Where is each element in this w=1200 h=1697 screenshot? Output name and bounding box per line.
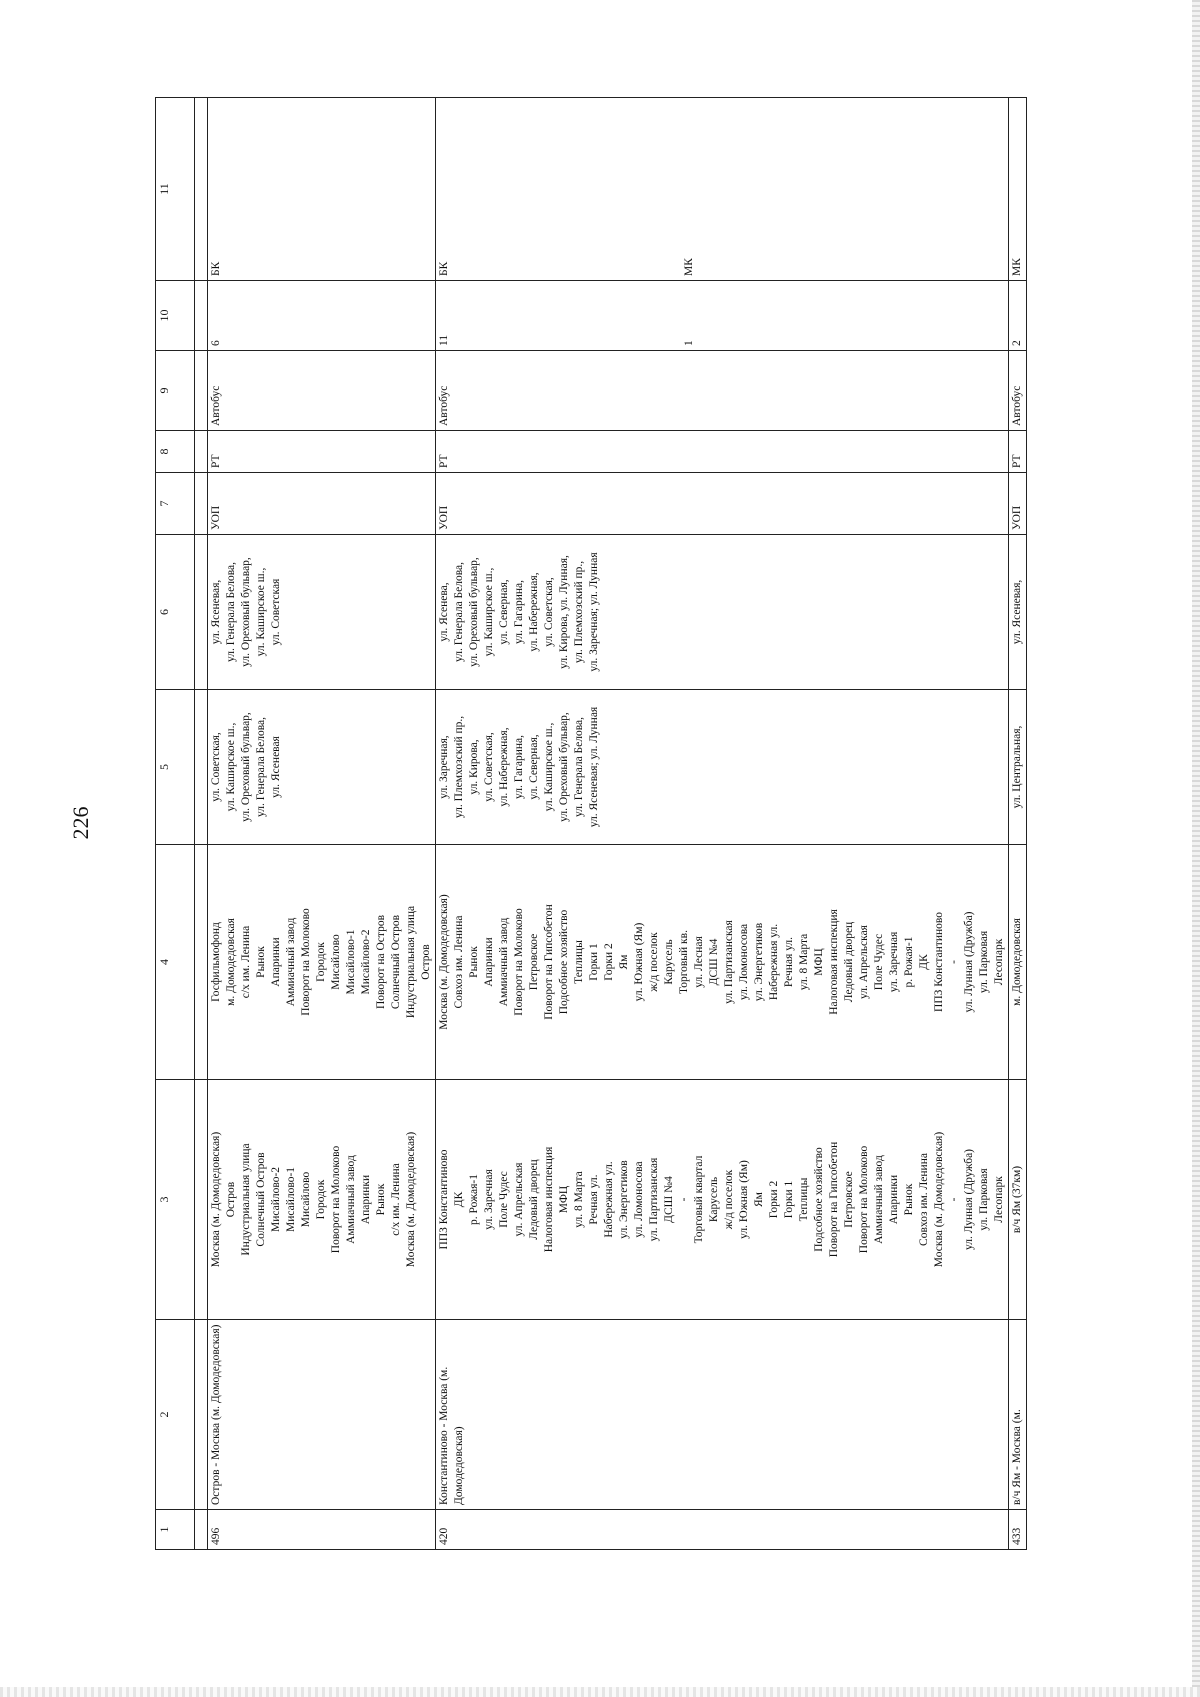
cell-line: Мисайлово-2 — [360, 929, 372, 995]
route-name: Константиново - Москва (м. Домодедовская) — [436, 1320, 1009, 1510]
vehicle-count-main: 11 — [438, 334, 450, 346]
cell-line: Карусель — [708, 1176, 720, 1223]
cell-line: Госфильмофонд — [210, 922, 222, 1002]
cell-line: ППЗ Константиново — [933, 912, 945, 1012]
cell-line: Горки 1 — [783, 1180, 795, 1219]
cell-line: ул. Советская — [270, 578, 282, 646]
cell-line: ул. Апрельская — [858, 925, 870, 999]
vehicle-class — [436, 98, 1009, 281]
cell-line: ул. Генерала Белова, — [225, 562, 237, 662]
cell-line: ул. Кирова, — [468, 739, 480, 795]
cell-line: с/х им. Ленина — [240, 925, 252, 999]
streets-backward — [208, 535, 436, 690]
cell-line: ул. Каширское ш., — [543, 722, 555, 812]
cell-line: Рынок — [375, 1183, 387, 1216]
cell-line: Аммиачный завод — [285, 917, 297, 1007]
cell-line: ул. Каширское ш., — [225, 722, 237, 812]
scan-bottom-noise — [0, 1687, 1200, 1697]
cell-line: Ям — [753, 1192, 765, 1207]
cell-line: в/ч Ям (37км) — [1011, 1165, 1023, 1234]
cell-line: ул. Заречная — [483, 1169, 495, 1230]
cell-line: Набережная ул. — [603, 1161, 615, 1238]
cell-line: Мисайлово — [300, 1171, 312, 1228]
cell-line: ул. Племхозский пр., — [453, 715, 465, 819]
cell-line: ул. Апрельская — [513, 1162, 525, 1237]
cell-line: Лесопарк — [993, 938, 1005, 986]
route-row — [208, 98, 436, 1550]
cell-line: ул. Гагарина, — [513, 734, 525, 800]
cell-line: ул. Центральная, — [1011, 725, 1023, 809]
streets-backward — [436, 535, 1009, 690]
cell-line: Горки 2 — [603, 943, 615, 981]
cell-line: Остров — [420, 944, 432, 980]
vehicle-count — [436, 281, 1009, 351]
cell-line: Совхоз им. Ленина — [453, 915, 465, 1009]
cell-line: Поворот на Молоково — [858, 1145, 870, 1254]
cell-line: МФЦ — [558, 1185, 570, 1214]
stops-backward — [208, 845, 436, 1080]
cell-line: ул. 8 Марта — [798, 933, 810, 991]
cell-line: - — [948, 960, 960, 964]
cell-line: Солнечный Остров — [255, 1152, 267, 1247]
cell-line: Мисайлово — [330, 934, 342, 990]
cell-line: Торговый квартал — [693, 1155, 705, 1244]
cell-line: Апаринки — [483, 937, 495, 987]
vehicle-type: Автобус — [1009, 351, 1027, 431]
column-number: 1 — [156, 1510, 195, 1550]
cell-line: ДСШ №4 — [708, 938, 720, 986]
cell-line: - — [948, 1197, 960, 1202]
cell-line: Ям — [618, 954, 630, 970]
cell-line: Аммиачный завод — [873, 1155, 885, 1244]
streets-forward — [208, 690, 436, 845]
cell-line: Теплицы — [798, 1177, 810, 1222]
cell-line: ул. Гагарина, — [513, 579, 525, 645]
stop-order: УОП — [208, 473, 436, 535]
cell-line: ул. Лесная — [693, 936, 705, 988]
streets-forward — [436, 690, 1009, 845]
stop-order: УОП — [436, 473, 1009, 535]
cell-line: Мисайлово-2 — [270, 1166, 282, 1233]
cell-line: ул. Лунная (Дружба) — [963, 1148, 975, 1251]
vehicle-class: МК — [1009, 98, 1027, 281]
vehicle-type: Автобус — [208, 351, 436, 431]
cell-line: ул. Советская, — [210, 732, 222, 802]
vehicle-class: БК — [208, 98, 436, 281]
cell-line: ул. Заречная — [888, 931, 900, 993]
column-number: 3 — [156, 1080, 195, 1320]
cell-line: Петровское — [528, 933, 540, 991]
cell-line: Мисайлово-1 — [285, 1166, 297, 1233]
cell-line: Подсобное хозяйство — [813, 1147, 825, 1252]
cell-line: Совхоз им. Ленина — [918, 1153, 930, 1246]
cell-line: ул. Генерала Белова, — [573, 717, 585, 817]
cell-line: Поворот на Молоково — [330, 1145, 342, 1254]
cell-line: Городок — [315, 942, 327, 982]
cell-line: Подсобное хозяйство — [558, 909, 570, 1015]
column-number: 4 — [156, 845, 195, 1080]
cell-line: ул. Ореховый бульвар, — [240, 557, 252, 667]
column-number: 6 — [156, 535, 195, 690]
cell-line: ул. Партизанская — [723, 920, 735, 1004]
cell-line: Поле Чудес — [873, 933, 885, 991]
vehicle-count-sub: 1 — [683, 340, 695, 346]
tariff: РТ — [436, 431, 1009, 473]
cell-line: ул. Южная (Ям) — [738, 1160, 750, 1239]
cell-line: Аммиачный завод — [498, 917, 510, 1007]
column-number: 5 — [156, 690, 195, 845]
tariff: РТ — [1009, 431, 1027, 473]
cell-line: Лесопарк — [993, 1176, 1005, 1223]
route-name: Остров - Москва (м. Домодедовская) — [208, 1320, 436, 1510]
spacer-row — [195, 98, 208, 1550]
cell-line: Поворот на Гипсобетон — [543, 904, 555, 1020]
cell-line: м. Домодедовская — [225, 918, 237, 1006]
stops-forward — [436, 1080, 1009, 1320]
cell-line: ул. Партизанская — [648, 1157, 660, 1242]
cell-line: ул. Ясенева, — [438, 582, 450, 642]
cell-line: ул. Советская, — [483, 732, 495, 802]
cell-line: ул. Ясеневая; ул. Лунная — [588, 706, 600, 828]
cell-line: Москва (м. Домодедовская) — [933, 1131, 945, 1268]
cell-line: ППЗ Константиново — [438, 1149, 450, 1250]
route-number: 496 — [208, 1510, 436, 1550]
cell-line: Горки 1 — [588, 943, 600, 981]
scan-edge-noise — [1192, 0, 1200, 1697]
stops-backward — [1009, 845, 1027, 1080]
cell-line: р. Рожая-1 — [903, 936, 915, 988]
cell-line: ул. Кирова, ул. Лунная, — [558, 555, 570, 669]
streets-forward — [1009, 690, 1027, 845]
cell-line: ДК — [453, 1191, 465, 1208]
cell-line: Теплицы — [573, 940, 585, 984]
cell-line: Поле Чудес — [498, 1171, 510, 1228]
cell-line: ул. Лунная (Дружба) — [963, 911, 975, 1013]
cell-line: - — [678, 1197, 690, 1202]
cell-line: ул. Каширское ш., — [483, 567, 495, 657]
tariff: РТ — [208, 431, 436, 473]
route-number: 433 — [1009, 1510, 1027, 1550]
cell-line: Апаринки — [270, 937, 282, 987]
vehicle-type: Автобус — [436, 351, 1009, 431]
cell-line: ул. Набережная, — [498, 727, 510, 807]
cell-line: ул. Каширское ш., — [255, 567, 267, 657]
vehicle-class-sub: МК — [683, 258, 695, 276]
cell-line: Апаринки — [360, 1174, 372, 1225]
stops-forward — [1009, 1080, 1027, 1320]
cell-line: Мисайлово-1 — [345, 929, 357, 995]
cell-line: с/х им. Ленина — [390, 1163, 402, 1236]
cell-line: Ледовый дворец — [843, 921, 855, 1003]
cell-line: Петровское — [843, 1171, 855, 1228]
cell-line: ул. Набережная, — [528, 572, 540, 652]
page-number: 226 — [68, 806, 93, 840]
cell-line: ул. Советская, — [543, 577, 555, 647]
cell-line: Поворот на Молоково — [513, 908, 525, 1016]
cell-line: Карусель — [663, 939, 675, 985]
vehicle-count: 6 — [208, 281, 436, 351]
cell-line: ул. Заречная, — [438, 735, 450, 799]
stops-backward — [436, 845, 1009, 1080]
stop-order: УОП — [1009, 473, 1027, 535]
column-number: 9 — [156, 351, 195, 431]
column-number: 10 — [156, 281, 195, 351]
cell-line: Индустриальная улица — [405, 905, 417, 1019]
cell-line: Рынок — [468, 946, 480, 978]
cell-line: ДК — [918, 954, 930, 970]
cell-line: ДСШ №4 — [663, 1176, 675, 1223]
cell-line: ул. 8 Марта — [573, 1171, 585, 1228]
cell-line: Торговый кв. — [678, 930, 690, 994]
vehicle-count: 2 — [1009, 281, 1027, 351]
route-row — [436, 98, 1009, 1550]
cell-line: ул. Ломоносова — [738, 923, 750, 1001]
cell-line: Поворот на Остров — [375, 914, 387, 1010]
cell-line: Речная ул. — [588, 1174, 600, 1225]
column-number-row — [156, 98, 195, 1550]
cell-line: Городок — [315, 1179, 327, 1220]
cell-line: ул. Ясеневая, — [210, 579, 222, 645]
cell-line: ул. Генерала Белова, — [255, 717, 267, 817]
column-number: 7 — [156, 473, 195, 535]
cell-line: Солнечный Остров — [390, 914, 402, 1010]
vehicle-class-main: БК — [438, 261, 450, 276]
cell-line: ул. Южная (Ям) — [633, 922, 645, 1002]
cell-line: ж/д поселок — [648, 932, 660, 992]
cell-line: Горки 2 — [768, 1180, 780, 1219]
cell-line: Рынок — [255, 946, 267, 978]
streets-backward — [1009, 535, 1027, 690]
cell-line: ж/д поселок — [723, 1169, 735, 1230]
cell-line: Налоговая инспекция — [828, 909, 840, 1015]
cell-line: Поворот на Гипсобетон — [828, 1141, 840, 1258]
cell-line: ул. Ореховый бульвар, — [468, 557, 480, 667]
stops-forward — [208, 1080, 436, 1320]
column-number: 2 — [156, 1320, 195, 1510]
cell-line: Остров — [225, 1181, 237, 1218]
cell-line: Налоговая инспекция — [543, 1146, 555, 1253]
route-row — [1009, 98, 1027, 1550]
rotated-table-wrapper — [155, 98, 1115, 1550]
cell-line: м. Домодедовская — [1011, 918, 1023, 1006]
cell-line: Набережная ул. — [768, 923, 780, 1001]
cell-line: ул. Энергетиков — [753, 922, 765, 1002]
cell-line: Аммиачный завод — [345, 1155, 357, 1244]
cell-line: ул. Генерала Белова, — [453, 562, 465, 662]
cell-line: ул. Энергетиков — [618, 1160, 630, 1239]
cell-line: ул. Ясеневая — [270, 736, 282, 798]
column-number: 8 — [156, 431, 195, 473]
column-number: 11 — [156, 98, 195, 281]
cell-line: Москва (м. Домодедовская) — [438, 894, 450, 1030]
cell-line: ул. Ореховый бульвар, — [240, 712, 252, 822]
route-number: 420 — [436, 1510, 1009, 1550]
cell-line: ул. Северная, — [528, 734, 540, 800]
cell-line: ул. Парковая — [978, 1168, 990, 1231]
cell-line: ул. Ломоносова — [633, 1161, 645, 1238]
route-name: в/ч Ям - Москва (м. — [1009, 1320, 1027, 1510]
cell-line: ул. Парковая — [978, 930, 990, 994]
cell-line: ул. Заречная; ул. Лунная — [588, 552, 600, 672]
cell-line: Москва (м. Домодедовская) — [210, 1131, 222, 1268]
cell-line: р. Рожая-1 — [468, 1174, 480, 1225]
cell-line: ул. Ореховый бульвар, — [558, 712, 570, 822]
cell-line: Поворот на Молоково — [300, 908, 312, 1016]
cell-line: ул. Северная, — [498, 579, 510, 645]
cell-line: МФЦ — [813, 948, 825, 976]
cell-line: Рынок — [903, 1183, 915, 1216]
route-register-table — [155, 97, 1027, 1550]
cell-line: Ледовый дворец — [528, 1159, 540, 1240]
cell-line: Индустриальная улица — [240, 1143, 252, 1256]
cell-line: Апаринки — [888, 1174, 900, 1225]
cell-line: ул. Племхозский пр., — [573, 560, 585, 664]
cell-line: ул. Ясеневая, — [1011, 579, 1023, 645]
cell-line: Москва (м. Домодедовская) — [405, 1131, 417, 1268]
cell-line: Речная ул. — [783, 936, 795, 988]
